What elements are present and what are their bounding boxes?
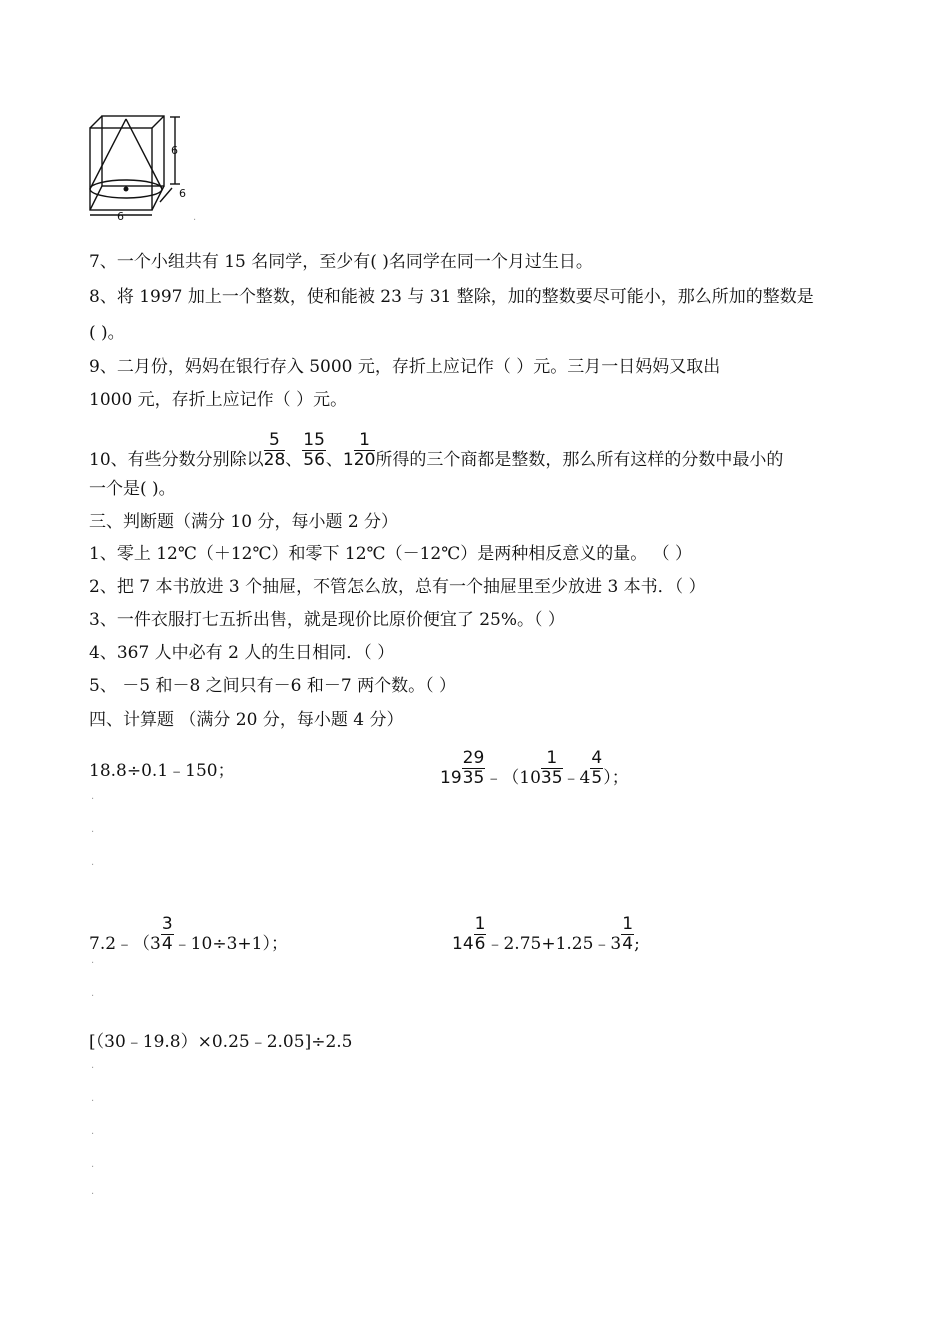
question-7: 7、一个小组共有 15 名同学，至少有( )名同学在同一个月过生日。 bbox=[89, 252, 593, 272]
paragraph-mark: . bbox=[91, 1093, 95, 1104]
calc-heading: 四、计算题 （满分 20 分，每小题 4 分） bbox=[89, 710, 404, 730]
figure-depth-label: 6 bbox=[179, 187, 186, 200]
paragraph-mark: . bbox=[91, 988, 95, 999]
fraction-1-35: $\frac{1}{35}$ bbox=[540, 748, 563, 788]
cone-in-box-figure bbox=[80, 108, 200, 223]
fraction-3-4: $\frac{3}{4}$ bbox=[161, 914, 173, 954]
figure-width-label: 6 bbox=[117, 210, 124, 223]
fraction-4-5: $\frac{4}{5}$ bbox=[591, 748, 603, 788]
judge-2: 2、把 7 本书放进 3 个抽屉，不管怎么放，总有一个抽屉里至少放进 3 本书．（ ） bbox=[89, 577, 706, 597]
paragraph-mark: . bbox=[91, 955, 95, 966]
fraction-1-6: $\frac{1}{6}$ bbox=[474, 914, 486, 954]
paragraph-mark: . bbox=[91, 1060, 95, 1071]
question-10-line1: 10、有些分数分别除以 $\frac{5}{28}$ 、 $\frac{15}{56}$ 、1 $\frac{1}{20}$ 所得的三个商都是整数，那么所有这样的分数中最小的 bbox=[89, 430, 784, 470]
judge-1: 1、零上 12℃（＋12℃）和零下 12℃（－12℃）是两种相反意义的量。 （ ） bbox=[89, 544, 693, 564]
calc-5: [（30﹣19.8）×0.25﹣2.05]÷2.5 bbox=[89, 1032, 353, 1052]
paragraph-mark: . bbox=[193, 212, 197, 223]
figure-height-label: 6 bbox=[171, 144, 178, 157]
question-10-line2: 一个是( )。 bbox=[89, 479, 176, 499]
judge-5: 5、 －5 和－8 之间只有－6 和－7 两个数。（ ） bbox=[89, 676, 457, 696]
fraction-15-56: $\frac{15}{56}$ bbox=[303, 430, 325, 470]
paragraph-mark: . bbox=[91, 1126, 95, 1137]
paragraph-mark: . bbox=[91, 1186, 95, 1197]
question-9-line1: 9、二月份，妈妈在银行存入 5000 元，存折上应记作（ ）元。三月一日妈妈又取出 bbox=[89, 357, 721, 377]
paragraph-mark: . bbox=[91, 824, 95, 835]
paragraph-mark: . bbox=[91, 1159, 95, 1170]
question-8-line1: 8、将 1997 加上一个整数，使和能被 23 与 31 整除，加的整数要尽可能小，那么所加的整数是 bbox=[89, 287, 814, 307]
calc-1: 18.8÷0.1﹣150； bbox=[89, 761, 235, 781]
paragraph-mark: . bbox=[91, 857, 95, 868]
fraction-5-28: $\frac{5}{28}$ bbox=[263, 430, 286, 470]
fraction-1-20: $\frac{1}{20}$ bbox=[353, 430, 376, 470]
judge-3: 3、一件衣服打七五折出售，就是现价比原价便宜了 25%。（ ） bbox=[89, 610, 565, 630]
calc-3: 7.2﹣（3 $\frac{3}{4}$ ﹣10÷3+1）； bbox=[89, 914, 288, 954]
calc-2: 19 $\frac{29}{35}$ ﹣（10 $\frac{1}{35}$ ﹣4 $\frac{4}{5}$ ）； bbox=[440, 748, 629, 788]
fraction-1-4: $\frac{1}{4}$ bbox=[622, 914, 634, 954]
question-9-line2: 1000 元，存折上应记作（ ）元。 bbox=[89, 390, 348, 410]
judge-heading: 三、判断题（满分 10 分，每小题 2 分） bbox=[89, 512, 399, 532]
question-10-suffix: 所得的三个商都是整数，那么所有这样的分数中最小的 bbox=[375, 450, 784, 470]
judge-4: 4、367 人中必有 2 人的生日相同．（ ） bbox=[89, 643, 395, 663]
paragraph-mark: . bbox=[91, 791, 95, 802]
question-8-line2: ( )。 bbox=[89, 323, 125, 343]
calc-4: 14 $\frac{1}{6}$ ﹣2.75+1.25﹣3 $\frac{1}{4}$ ; bbox=[452, 914, 640, 954]
question-10-prefix: 10、有些分数分别除以 bbox=[89, 450, 264, 470]
fraction-29-35: $\frac{29}{35}$ bbox=[462, 748, 485, 788]
